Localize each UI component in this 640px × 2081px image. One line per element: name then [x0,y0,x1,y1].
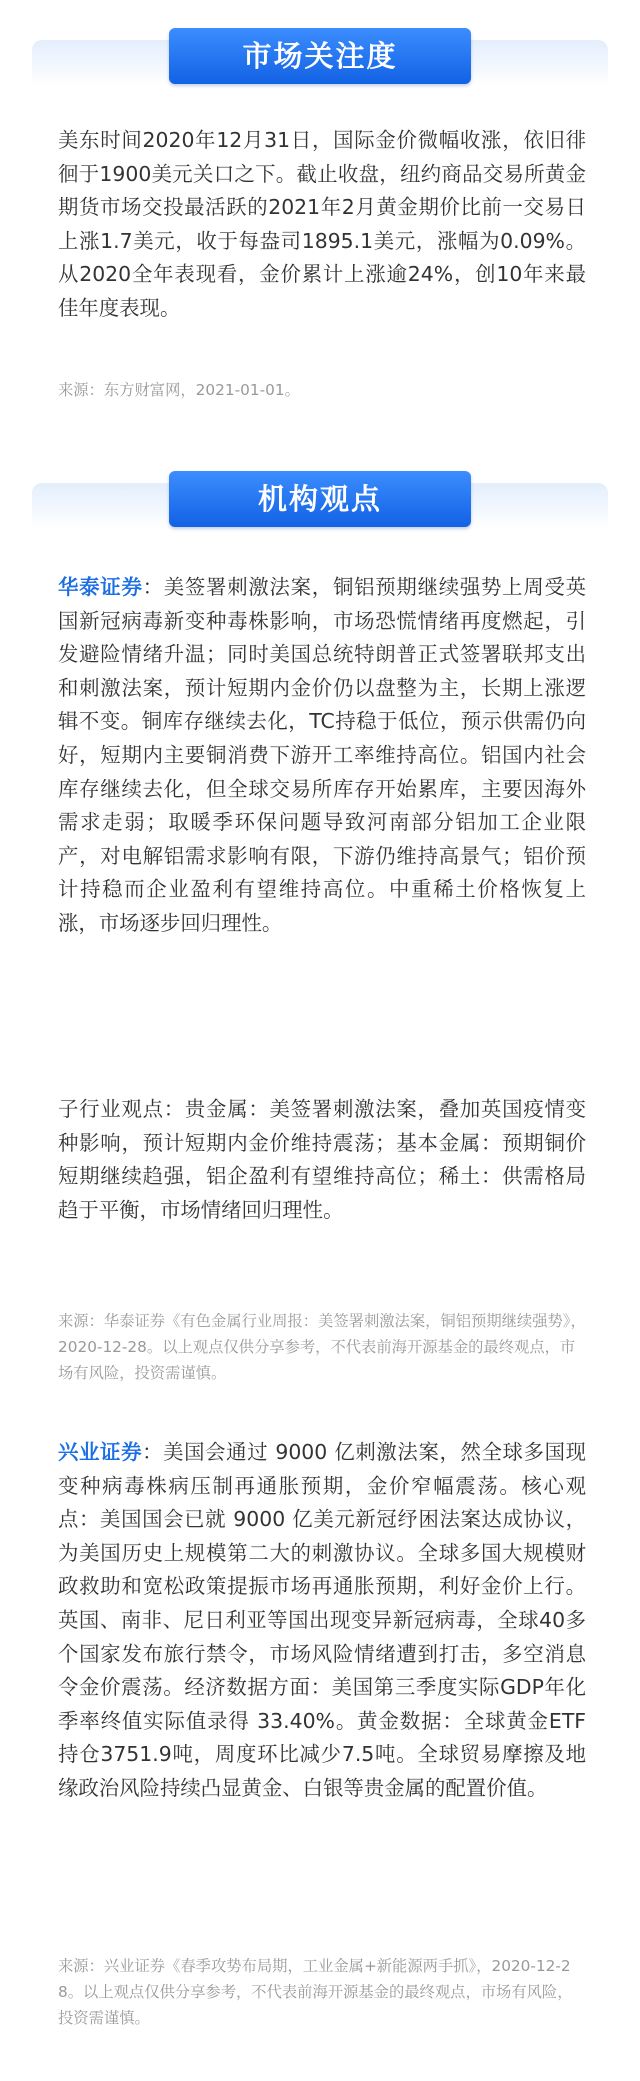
huatai-paragraph [58,571,586,941]
market-source: 来源：东方财富网，2021-01-01。 [58,381,300,399]
header-pill [169,471,471,527]
views-section-title: 机构观点 [257,482,382,516]
xingye-paragraph [58,1436,586,1806]
market-paragraph: 美东时间2020年12月31日，国际金价微幅收涨，依旧徘徊于1900美元关口之下。截止收盘，纽约商品交易所黄金期货市场交投最活跃的2021年2月黄金期价比前一交易日上涨1.7美元，收于每盎司1895.1美元，涨幅为0.09%。从2020全年表现看，金价累计上涨逾24%，创10年来最佳年度表现。 [58,128,586,320]
xingye-source: 来源：兴业证券《春季攻势布局期，工业金属+新能源两手抓》，2020-12-28。以上观点仅供分享参考，不代表前海开源基金的最终观点，市场有风险，投资需谨慎。 [58,1957,573,2027]
header-pill [169,28,471,84]
huatai-body: ：美签署刺激法案，铜铝预期继续强势上周受英国新冠病毒新变种毒株影响，市场恐慌情绪再度燃起，引发避险情绪升温；同时美国总统特朗普正式签署联邦支出和刺激法案，预计短期内金价仍以盘整为主，长期上涨逻辑不变。铜库存继续去化，TC持稳于低位，预示供需仍向好，短期内主要铜消费下游开工率维持高位。铝国内社会库存继续去化，但全球交易所库存开始累库，主要因海外需求走弱；取暖季环保问题导致河南部分铝加工企业限产，对电解铝需求影响有限，下游仍维持高景气；铝价预计持稳而企业盈利有望维持高位。中重稀土价格恢复上涨，市场逐步回归理性。 [58,575,587,935]
huatai-org-name: 华泰证券 [58,575,143,599]
xingye-body: ：美国会通过 9000 亿刺激法案，然全球多国现变种病毒株病压制再通胀预期，金价窄幅震荡。核心观点：美国国会已就 9000 亿美元新冠纾困法案达成协议，为美国历史上规模第二大的刺激协议。全球多国大规模财政救助和宽松政策提振市场再通胀预期，利好金价上行。英国、南非、尼日利亚等国出现变异新冠病毒，全球40多个国家发布旅行禁令，市场风险情绪遭到打击，多空消息令金价震荡。经济数据方面：美国第三季度实际GDP年化季率终值实际值录得 33.40%。黄金数据：全球黄金ETF持仓3751.9吨，周度环比减少7.5吨。全球贸易摩擦及地缘政治风险持续凸显黄金、白银等贵金属的配置价值。 [58,1440,586,1800]
market-section-title: 市场关注度 [242,39,398,73]
views-section-header [32,471,608,529]
huatai-source: 来源：华泰证券《有色金属行业周报：美签署刺激法案，铜铝预期继续强势》，2020-12-28。以上观点仅供分享参考，不代表前海开源基金的最终观点，市场有风险，投资需谨慎。 [58,1312,586,1382]
huatai-subview-paragraph: 子行业观点：贵金属：美签署刺激法案，叠加英国疫情变种影响，预计短期内金价维持震荡；基本金属：预期铜价短期继续趋强，铝企盈利有望维持高位；稀土：供需格局趋于平衡，市场情绪回归理性。 [58,1097,586,1222]
xingye-org-name: 兴业证券 [58,1440,143,1464]
market-section-header [32,28,608,86]
